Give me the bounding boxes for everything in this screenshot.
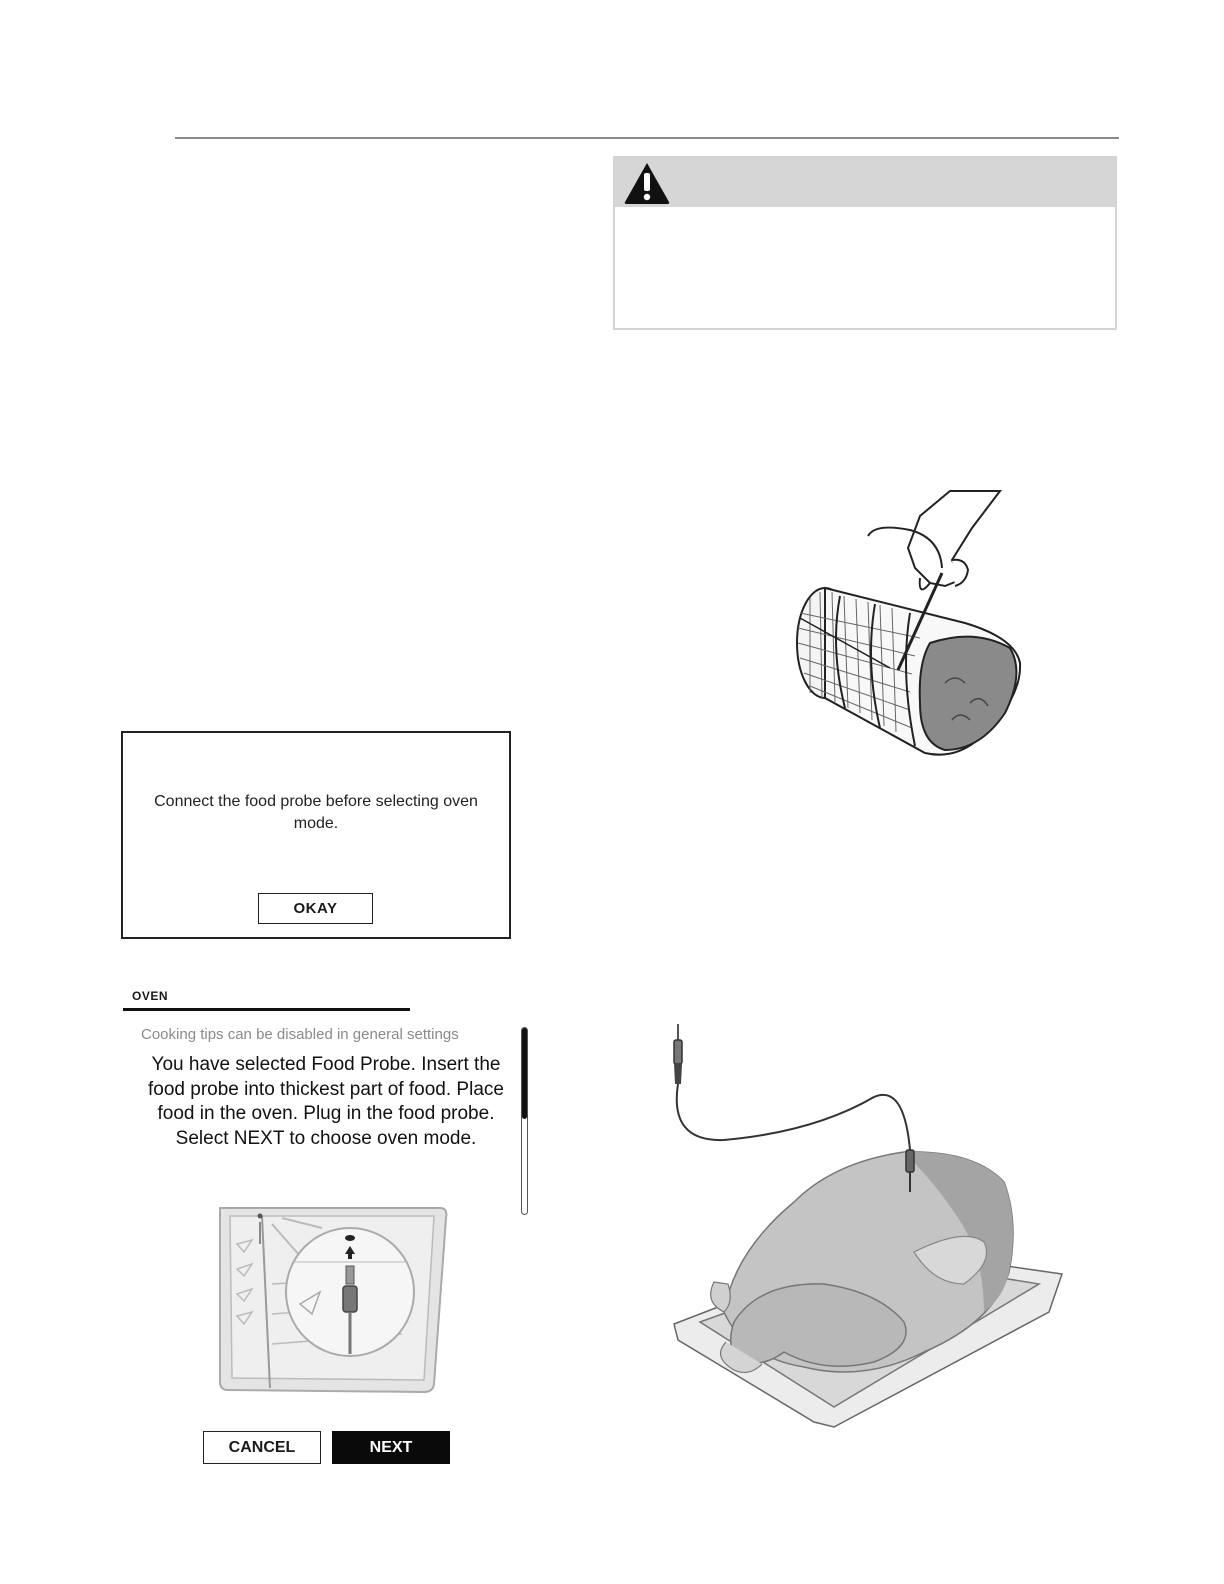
roast-probe-illustration	[780, 488, 1040, 763]
warning-header	[615, 158, 1115, 207]
oven-probe-jack-illustration	[212, 1204, 450, 1394]
warning-box	[613, 156, 1117, 330]
scrollbar-thumb[interactable]	[522, 1028, 527, 1119]
alert-message: Connect the food probe before selecting oven mode.	[154, 793, 478, 832]
turkey-probe-illustration	[664, 1022, 1064, 1430]
probe-alert-dialog	[121, 731, 511, 939]
cancel-button[interactable]: CANCEL	[203, 1431, 321, 1464]
header-rule	[175, 137, 1119, 139]
warning-triangle-icon	[623, 161, 671, 205]
next-button[interactable]: NEXT	[332, 1431, 450, 1464]
oven-section-label: OVEN	[132, 989, 169, 1003]
probe-instructions: You have selected Food Probe. Insert the food probe into thickest part of food. Place food in the oven. Plug in the food probe. Select NEXT to choose oven mode.	[148, 1054, 504, 1149]
okay-button[interactable]: OKAY	[258, 893, 373, 924]
oven-underline	[123, 1008, 410, 1011]
cooking-tips-note: Cooking tips can be disabled in general settings	[141, 1026, 459, 1043]
scrollbar[interactable]	[521, 1027, 528, 1215]
